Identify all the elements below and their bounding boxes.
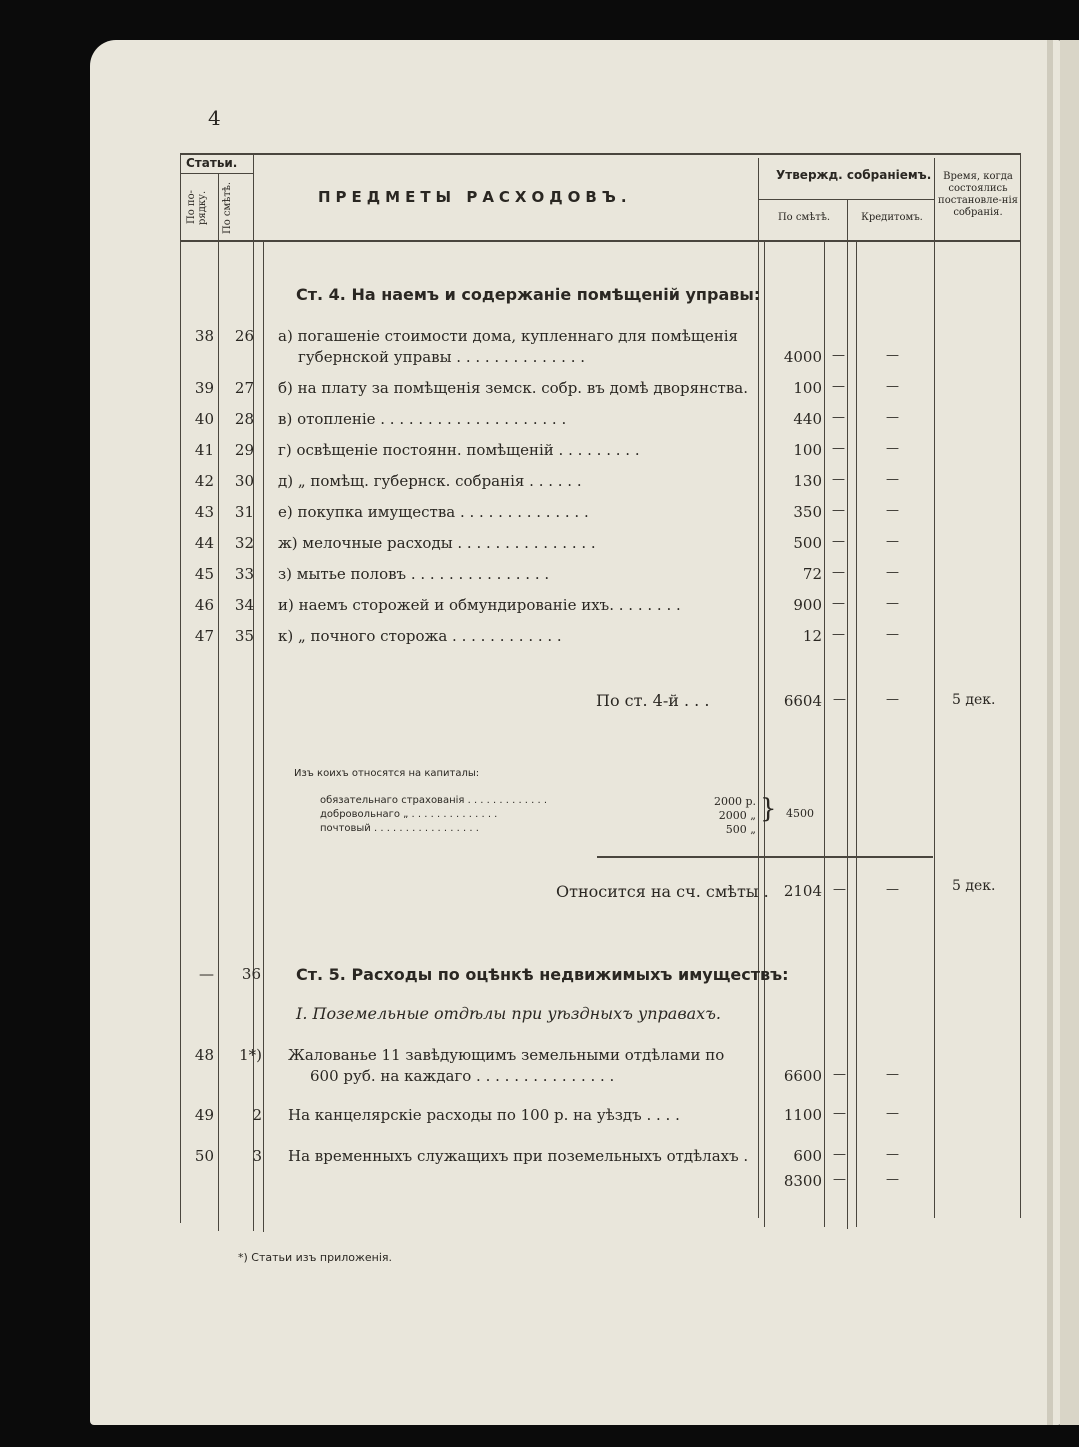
row-number-order: 45 [194,565,214,583]
row-text: На временныхъ служащихъ при поземельныхъ отдѣлахъ . [288,1147,749,1165]
row-credit-dash: — [886,1106,899,1121]
row-number-order: 46 [194,596,214,614]
col-line-2 [253,153,254,1231]
col-line-outer-right [1020,153,1021,1218]
st4-heading: Ст. 4. На наемъ и содержаніе помѣщеній управы: [296,285,761,304]
st5-subtotal-dash: — [833,1172,846,1187]
next-page-edge [1060,40,1079,1425]
row-credit-dash: — [886,441,899,456]
row-sum: 72 [802,565,822,583]
col-line-3b [764,242,765,1227]
row-dash: — [832,410,845,425]
row-dash: — [833,1147,846,1162]
capital-name: почтовый . . . . . . . . . . . . . . . . . [320,823,479,834]
capital-amount: 500 „ [725,823,756,836]
row-credit-dash: — [886,596,899,611]
row-text: д) „ помѣщ. губернск. собранія . . . . . . [278,472,582,490]
header-statyi: Статьи. [186,156,238,170]
capital-name: добровольнаго „ . . . . . . . . . . . . . . [320,809,498,820]
row-number-order: 39 [194,379,214,397]
row-dash: — [832,503,845,518]
utverzhd-rule [758,199,934,200]
row-sum: 600 [793,1147,822,1165]
row-text-cont: 600 руб. на каждаго . . . . . . . . . . . . . . . [310,1067,615,1085]
capitals-intro: Изъ коихъ относятся на капиталы: [294,768,480,779]
row-sum: 1100 [783,1106,822,1124]
row-number-smeta: 35 [234,627,254,645]
st5-subtotal: 8300 [783,1172,822,1190]
row-dash: — [832,379,845,394]
capital-amount: 2000 р. [713,795,756,808]
row-sum: 4000 [783,348,822,366]
header-po-poryadku: По по-рядку. [186,190,208,225]
row-credit-dash: — [886,379,899,394]
row-text: Жалованье 11 завѣдующимъ земельными отдѣлами по [288,1046,725,1064]
row-text: На канцелярскіе расходы по 100 р. на уѣздъ . . . . [288,1106,680,1124]
row-number-smeta: 28 [234,410,254,428]
st4-total-dash: — [833,692,846,707]
row-text: а) погашеніе стоимости дома, купленнаго для помѣщенія [278,327,738,345]
header-po-smete-left: По смѣтѣ. [222,181,233,234]
col-line-5b [856,242,857,1227]
row-credit-dash: — [886,565,899,580]
page-sheet [90,40,1062,1425]
row-dash: — [833,1067,846,1082]
row-text: к) „ почного сторожа . . . . . . . . . . . . [278,627,562,645]
header-kreditom: Кредитомъ. [861,212,923,223]
col-line-6 [934,158,935,1218]
row-credit-dash: — [886,534,899,549]
capital-name: обязательнаго страхованія . . . . . . . . . . . . . [320,795,548,806]
row-number-order: 47 [194,627,214,645]
row-dash: — [833,1106,846,1121]
st4-total-date: 5 дек. [952,692,996,708]
row-dash: — [832,565,845,580]
row-dash: — [832,596,845,611]
row-credit-dash: — [886,627,899,642]
row-number-smeta: 32 [234,534,254,552]
to-smeta-sum: 2104 [783,882,822,900]
row-number-smeta: 27 [234,379,254,397]
row-number-smeta: 29 [234,441,254,459]
row-sum: 440 [793,410,822,428]
row-text: з) мытье половъ . . . . . . . . . . . . . . . [278,565,550,583]
row-number-smeta: 1*) [239,1046,262,1064]
row-number-order: 40 [194,410,214,428]
row-sum: 130 [793,472,822,490]
row-sum: 350 [793,503,822,521]
col-line-5 [847,199,848,1229]
row-credit-dash: — [886,1147,899,1162]
row-number-order: 43 [194,503,214,521]
st5-subtotal-credit-dash: — [886,1172,899,1187]
st5-n1: — [199,965,214,983]
row-number-order: 41 [194,441,214,459]
row-dash: — [832,534,845,549]
row-credit-dash: — [886,503,899,518]
table-header-rule [180,240,1020,242]
header-title: ПРЕДМЕТЫ РАСХОДОВЪ. [318,188,632,206]
footnote: *) Статьи изъ приложенія. [238,1251,393,1264]
row-sum: 500 [793,534,822,552]
to-smeta-dash: — [833,882,846,897]
table-top-rule [180,153,1020,155]
row-number-smeta: 3 [252,1147,262,1165]
row-number-order: 49 [194,1106,214,1124]
col-line-1 [218,173,219,1231]
col-line-2b [263,242,264,1232]
row-number-smeta: 2 [252,1106,262,1124]
totals-rule [597,856,933,858]
row-sum: 900 [793,596,822,614]
statyi-rule [180,173,253,174]
row-number-order: 44 [194,534,214,552]
page-number: 4 [208,106,221,130]
st5-sub: I. Поземельные отдѣлы при уѣздныхъ управахъ. [296,1004,721,1023]
row-sum: 12 [802,627,822,645]
st4-total-sum: 6604 [783,692,822,710]
page-spine [1047,40,1053,1425]
row-number-smeta: 26 [234,327,254,345]
row-dash: — [832,627,845,642]
st4-total-label: По ст. 4-й . . . [596,691,710,710]
header-po-smete: По смѣтѣ. [777,212,831,223]
col-line-4 [824,242,825,1227]
header-utverzhd: Утвержд. собраніемъ. [776,168,932,182]
to-smeta-date: 5 дек. [952,878,996,894]
st5-heading: Ст. 5. Расходы по оцѣнкѣ недвижимыхъ имуществъ: [296,965,789,984]
row-credit-dash: — [886,410,899,425]
brace-icon: } [760,794,777,824]
row-dash: — [832,348,845,363]
row-credit-dash: — [886,348,899,363]
row-number-order: 48 [194,1046,214,1064]
row-sum: 100 [793,379,822,397]
row-text: г) освѣщеніе постоянн. помѣщеній . . . . . . . . . [278,441,640,459]
row-number-smeta: 33 [234,565,254,583]
row-number-order: 50 [194,1147,214,1165]
row-dash: — [832,441,845,456]
row-credit-dash: — [886,472,899,487]
row-number-smeta: 31 [234,503,254,521]
col-line-outer-left [180,153,181,1223]
row-text: е) покупка имущества . . . . . . . . . . . . . . [278,503,589,521]
row-text: ж) мелочные расходы . . . . . . . . . . . . . . . [278,534,596,552]
row-text: и) наемъ сторожей и обмундированіе ихъ. . . . . . . . [278,596,681,614]
row-number-smeta: 34 [234,596,254,614]
row-sum: 100 [793,441,822,459]
capitals-total: 4500 [786,807,814,820]
row-sum: 6600 [783,1067,822,1085]
st5-n2: 36 [241,965,261,983]
to-smeta-credit-dash: — [886,882,899,897]
row-dash: — [832,472,845,487]
row-number-smeta: 30 [234,472,254,490]
st4-total-credit-dash: — [886,692,899,707]
capital-amount: 2000 „ [718,809,756,822]
row-text: в) отопленіе . . . . . . . . . . . . . . . . . . . . [278,410,567,428]
col-line-3 [758,158,759,1218]
to-smeta-label: Относится на сч. смѣты . [556,882,769,901]
row-credit-dash: — [886,1067,899,1082]
header-vremya: Время, когда состоялись постановле-нія собранія. [938,171,1018,218]
row-number-order: 38 [194,327,214,345]
row-text-cont: губернской управы . . . . . . . . . . . . . . [298,348,586,366]
row-number-order: 42 [194,472,214,490]
row-text: б) на плату за помѣщенія земск. собр. въ домѣ дворянства. [278,379,748,397]
